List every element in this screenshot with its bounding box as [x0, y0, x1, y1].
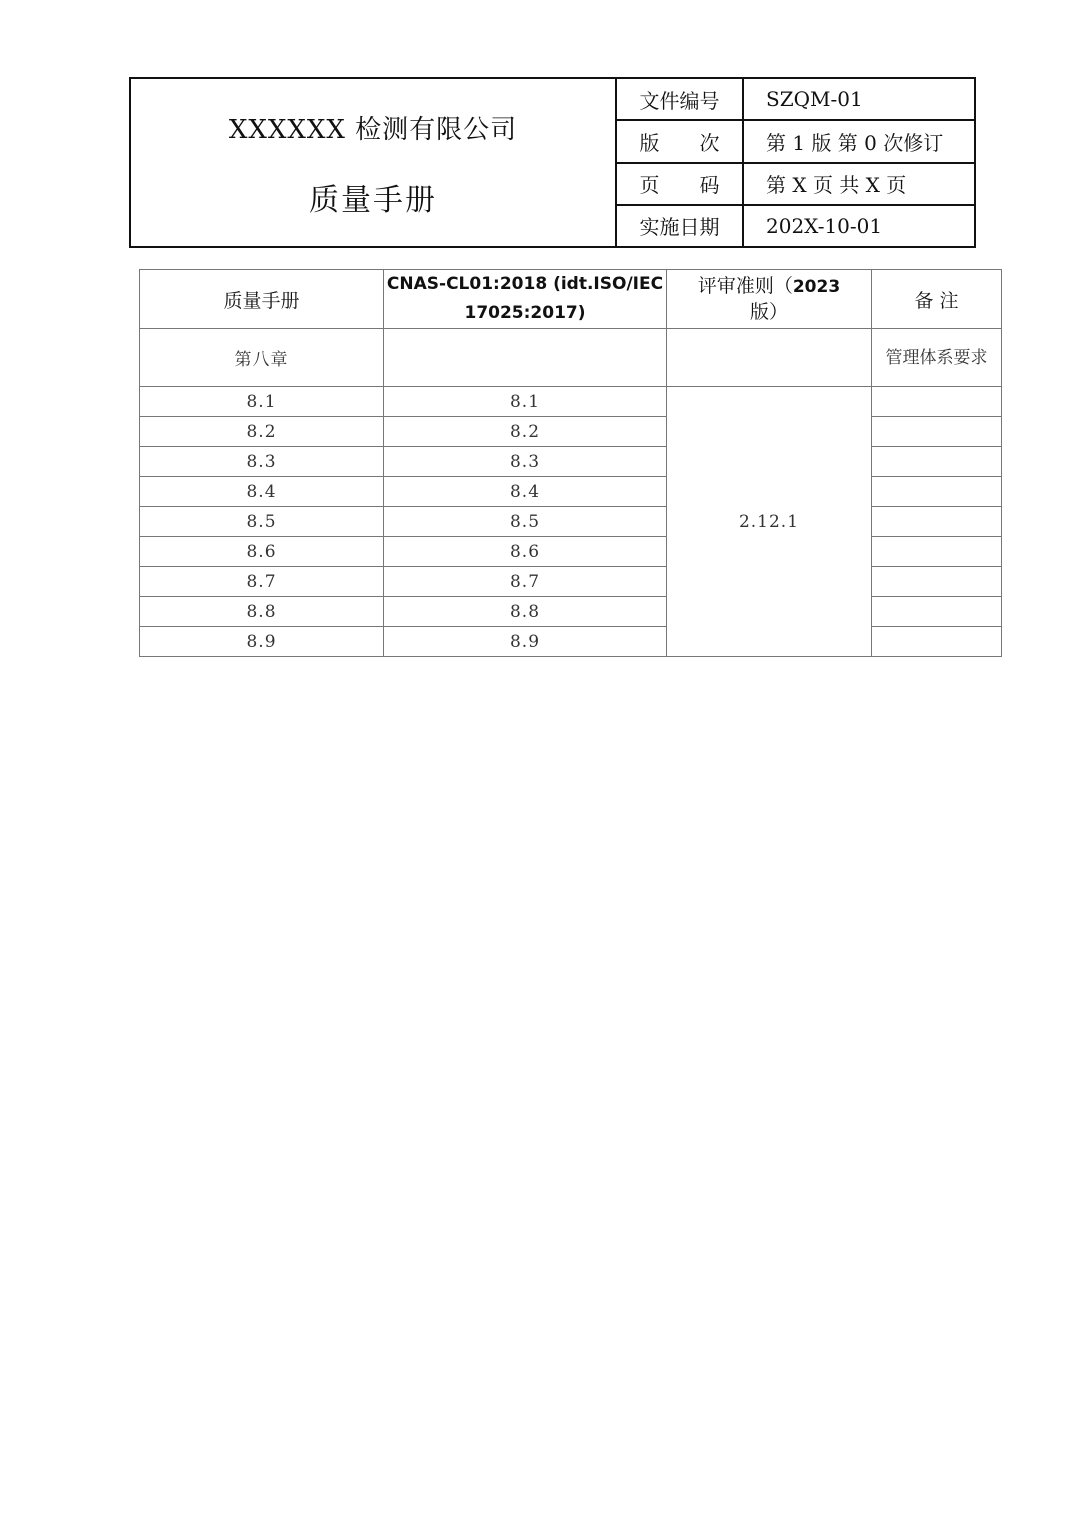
remark-cell — [872, 567, 1002, 597]
header-meta-block — [617, 79, 974, 246]
table-row — [140, 477, 1002, 507]
meta-value: 202X-10-01 — [766, 213, 883, 238]
cnas-clause: 8.7 — [384, 567, 667, 597]
chapter-label: 第八章 — [140, 329, 384, 387]
manual-clause: 8.8 — [140, 597, 384, 627]
remark-cell — [872, 477, 1002, 507]
table-header-row — [140, 270, 1002, 329]
manual-clause: 8.9 — [140, 627, 384, 657]
cnas-clause: 8.6 — [384, 537, 667, 567]
document-title: 质量手册 — [309, 183, 437, 218]
manual-clause: 8.3 — [140, 447, 384, 477]
header-review-criteria: 评审准则（2023 版） — [667, 270, 872, 329]
remark-cell — [872, 417, 1002, 447]
header-cnas-cl01: CNAS-CL01:2018 (idt.ISO/IEC 17025:2017) — [384, 270, 667, 329]
meta-value: SZQM-01 — [766, 87, 863, 112]
company-name: XXXXXX 检测有限公司 — [228, 115, 518, 145]
remark-cell — [872, 387, 1002, 417]
chapter-row — [140, 329, 1002, 387]
cnas-clause: 8.9 — [384, 627, 667, 657]
header-remarks: 备 注 — [872, 270, 1002, 329]
table-row — [140, 417, 1002, 447]
manual-clause: 8.6 — [140, 537, 384, 567]
manual-clause: 8.5 — [140, 507, 384, 537]
meta-row-page — [617, 164, 974, 206]
table-row — [140, 447, 1002, 477]
meta-value: 第 1 版 第 0 次修订 — [766, 130, 944, 155]
chapter-criteria — [667, 329, 872, 387]
cnas-clause: 8.2 — [384, 417, 667, 447]
meta-row-effective-date — [617, 206, 974, 246]
manual-clause: 8.7 — [140, 567, 384, 597]
clause-mapping-table — [139, 269, 1002, 657]
cnas-clause: 8.8 — [384, 597, 667, 627]
table-row — [140, 507, 1002, 537]
header-title-block — [131, 79, 617, 246]
chapter-cnas — [384, 329, 667, 387]
cnas-clause: 8.3 — [384, 447, 667, 477]
meta-label: 文件编号 — [617, 79, 744, 119]
cnas-clause: 8.4 — [384, 477, 667, 507]
table-row — [140, 387, 1002, 417]
document-header — [129, 77, 976, 248]
remark-cell — [872, 537, 1002, 567]
meta-label: 实施日期 — [617, 206, 744, 246]
meta-label: 版 次 — [617, 121, 744, 161]
cnas-clause: 8.1 — [384, 387, 667, 417]
meta-row-file-number — [617, 79, 974, 121]
meta-label: 页 码 — [617, 164, 744, 204]
manual-clause: 8.4 — [140, 477, 384, 507]
table-row — [140, 567, 1002, 597]
remark-cell — [872, 627, 1002, 657]
cnas-clause: 8.5 — [384, 507, 667, 537]
meta-value: 第 X 页 共 X 页 — [766, 173, 907, 198]
remark-cell — [872, 447, 1002, 477]
table-row — [140, 537, 1002, 567]
criteria-clause-merged: 2.12.1 — [667, 387, 872, 657]
manual-clause: 8.2 — [140, 417, 384, 447]
table-row — [140, 597, 1002, 627]
table-row — [140, 627, 1002, 657]
remark-cell — [872, 597, 1002, 627]
remark-cell — [872, 507, 1002, 537]
header-quality-manual: 质量手册 — [140, 270, 384, 329]
chapter-remark: 管理体系要求 — [872, 329, 1002, 387]
manual-clause: 8.1 — [140, 387, 384, 417]
meta-row-edition — [617, 121, 974, 163]
